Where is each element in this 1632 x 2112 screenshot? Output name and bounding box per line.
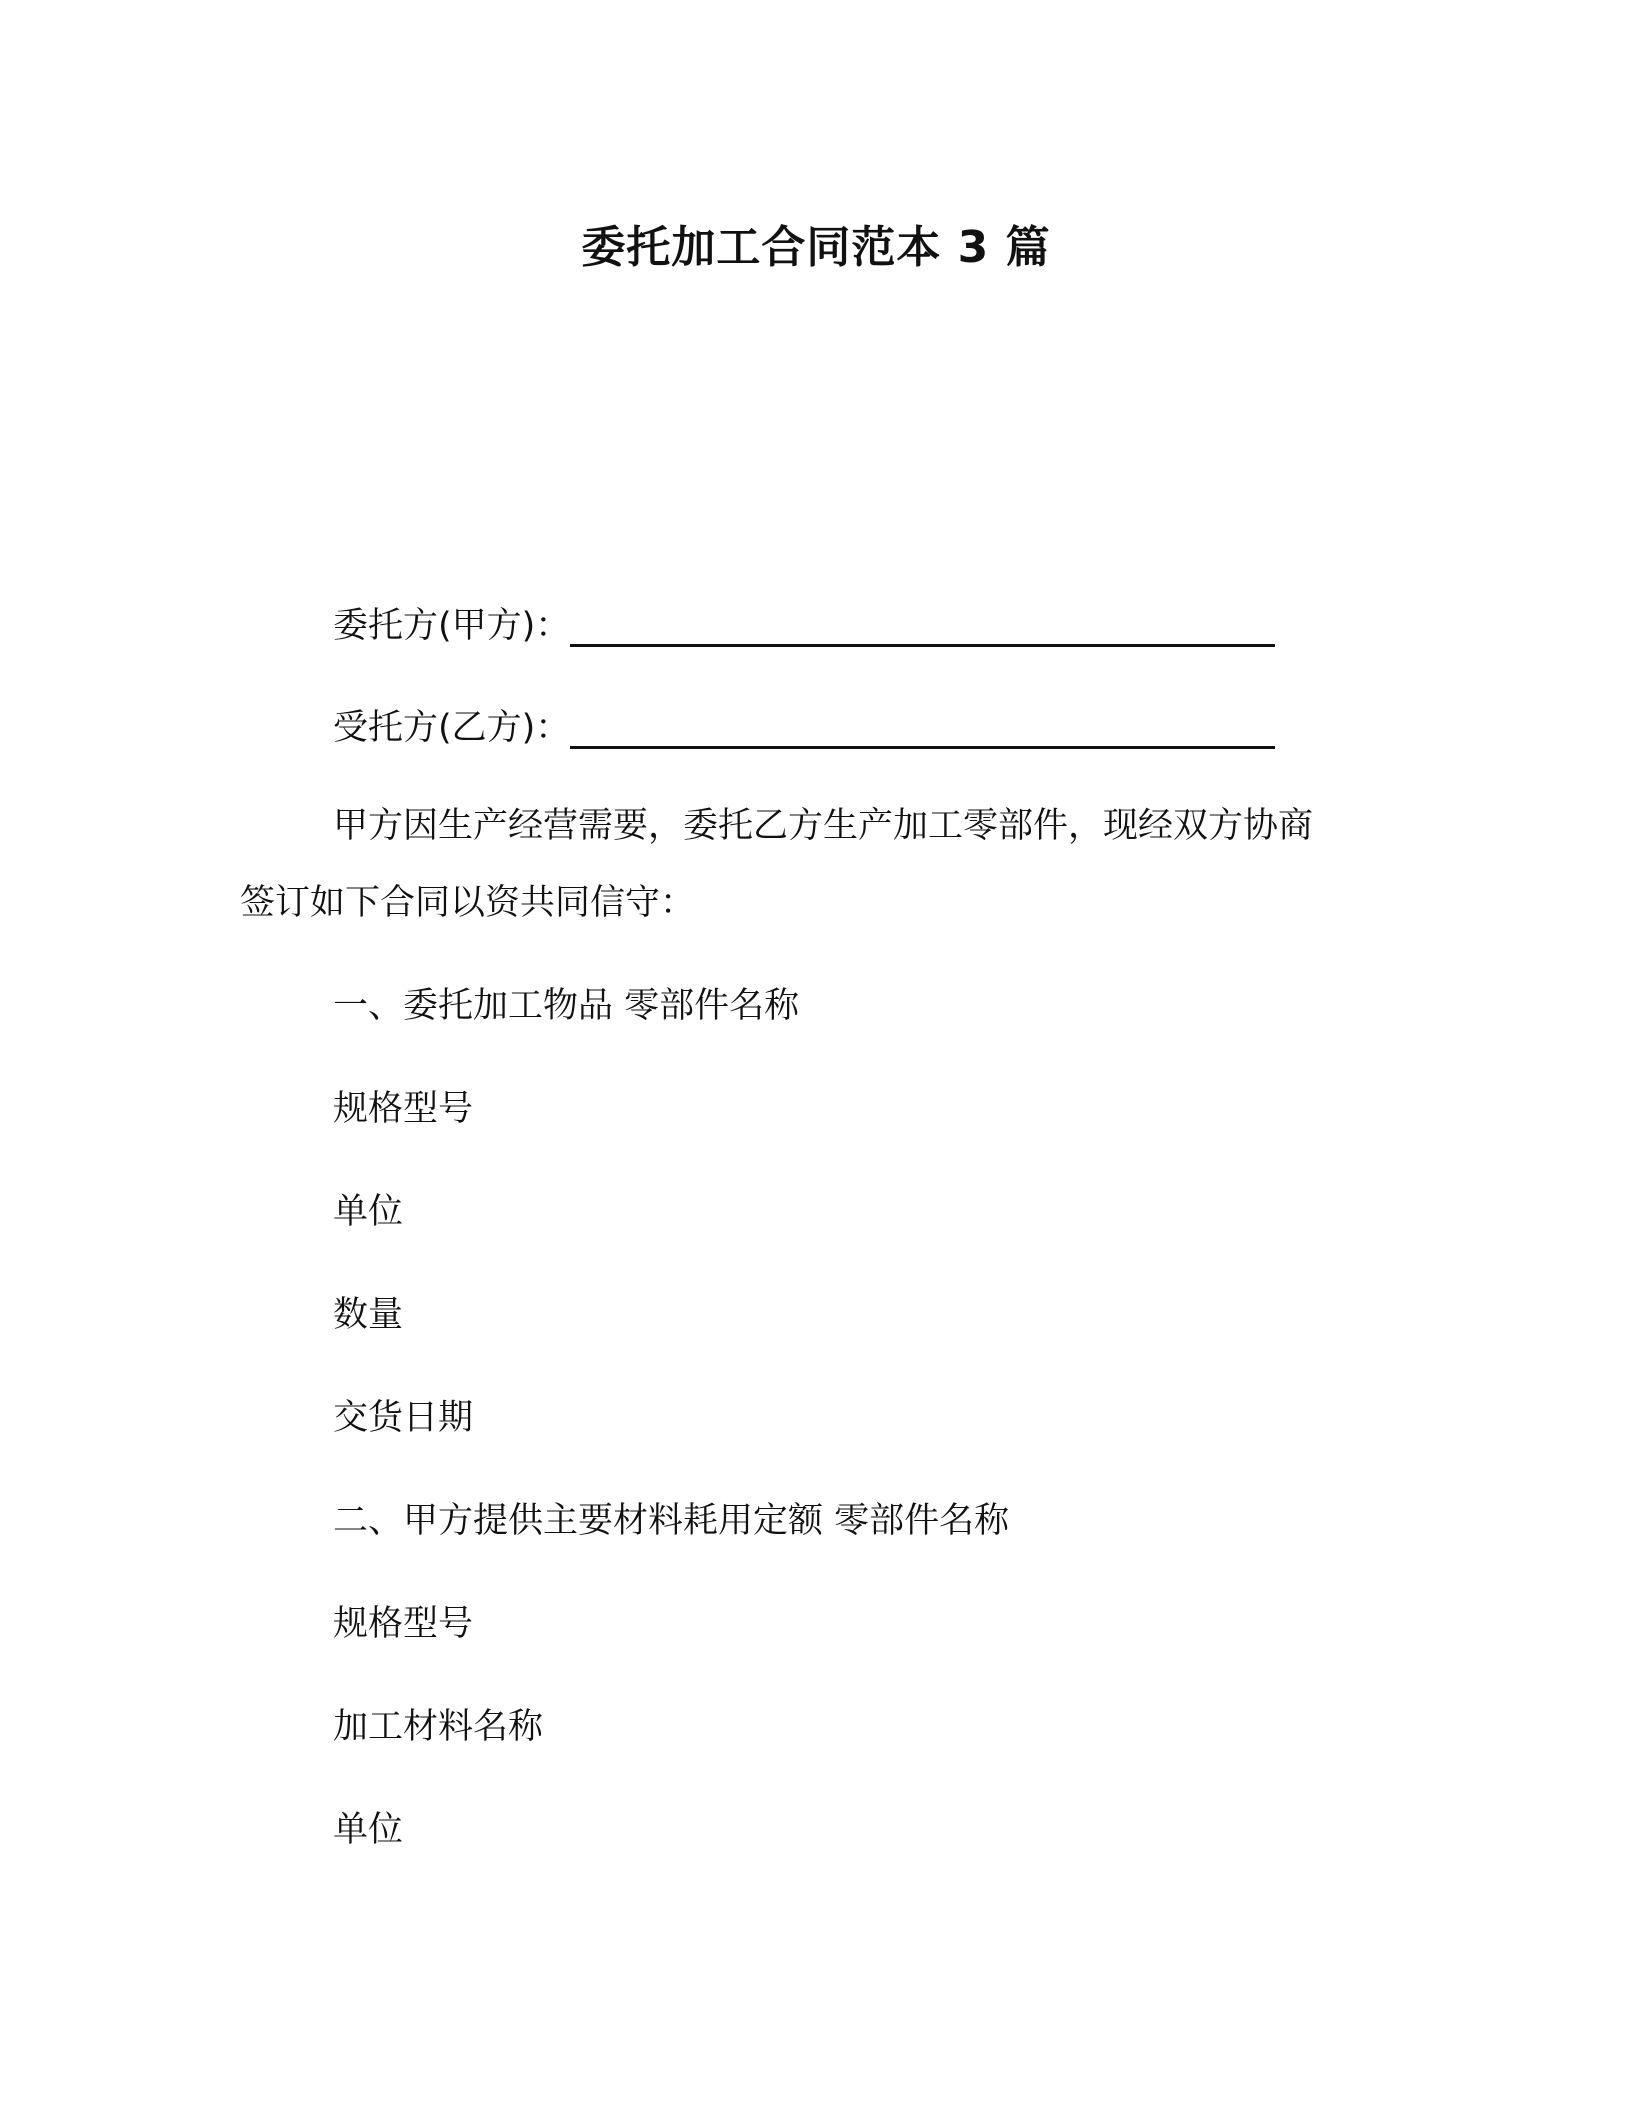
party-a-label: 委托方(甲方)： (333, 606, 571, 646)
party-b-blank[interactable] (570, 706, 1275, 749)
party-b-line (333, 703, 1275, 753)
section1-heading: 一、委托加工物品 零部件名称 (333, 986, 800, 1026)
section2-item: 规格型号 (333, 1604, 474, 1644)
section2-item: 单位 (333, 1810, 404, 1850)
intro-line-1: 甲方因生产经营需要，委托乙方生产加工零部件，现经双方协商 (333, 806, 1314, 846)
section2-item: 加工材料名称 (333, 1707, 544, 1747)
section2-heading: 二、甲方提供主要材料耗用定额 零部件名称 (333, 1501, 1010, 1541)
party-a-line (333, 601, 1275, 651)
party-a-blank[interactable] (570, 604, 1275, 647)
party-b-label: 受托方(乙方)： (333, 708, 571, 748)
intro-line-2: 签订如下合同以资共同信守： (240, 883, 696, 923)
section1-item: 交货日期 (333, 1398, 474, 1438)
section1-item: 单位 (333, 1192, 404, 1232)
section1-item: 数量 (333, 1295, 404, 1335)
section1-item: 规格型号 (333, 1089, 474, 1129)
document-title: 委托加工合同范本 3 篇 (581, 222, 1051, 273)
